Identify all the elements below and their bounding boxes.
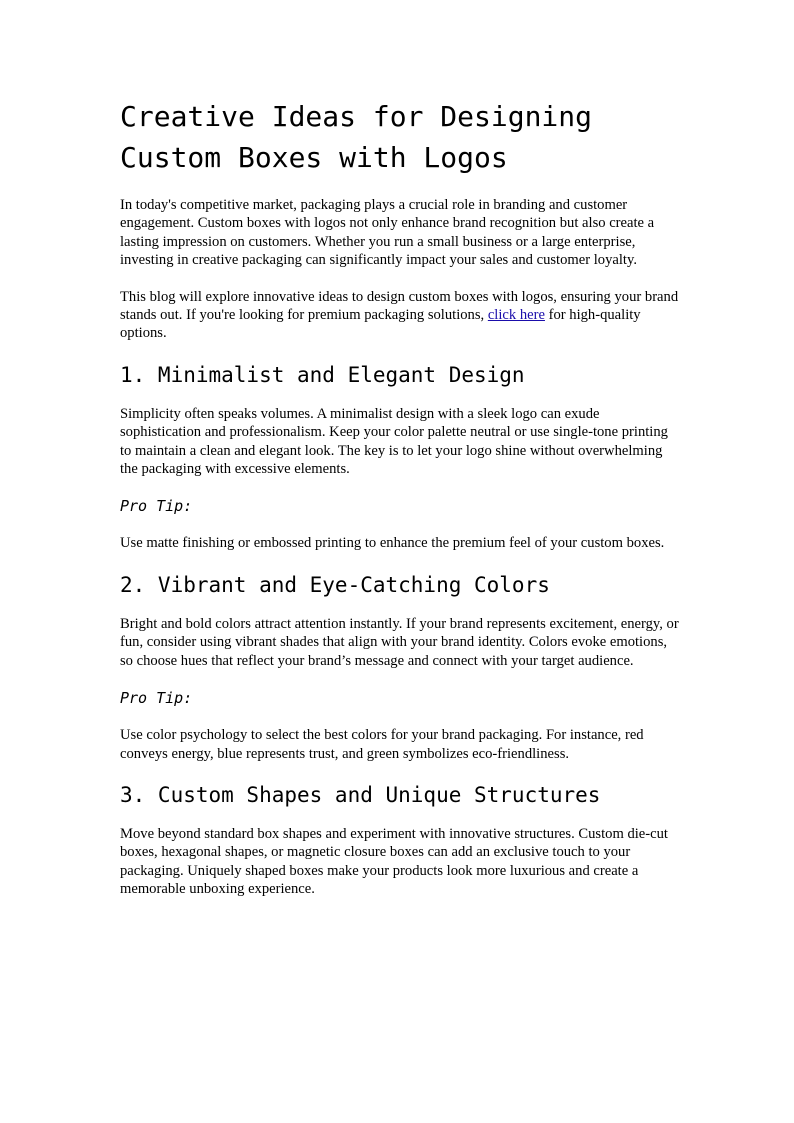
section-1-pro-tip-body: Use matte finishing or embossed printing to enhance the premium feel of your custom boxes.	[120, 535, 665, 552]
section-2-body: Bright and bold colors attract attention instantly. If your brand represents excitement, energy, or fun, consider using vibrant shades that align with your brand identity. Colors evoke emotions, so choose hues that reflect your brand’s message and connect with your target audience.	[120, 615, 679, 669]
section-2-pro-tip-body: Use color psychology to select the best colors for your brand packaging. For instance, red conveys energy, blue represents trust, and green symbolizes eco-friendliness.	[120, 727, 644, 762]
intro-paragraph-2-text-after: for high-quality options.	[120, 307, 641, 342]
section-1-heading: 1. Minimalist and Elegant Design	[120, 362, 525, 387]
document-page	[120, 96, 680, 917]
section-3-heading: 3. Custom Shapes and Unique Structures	[120, 782, 601, 807]
section-3-body: Move beyond standard box shapes and experiment with innovative structures. Custom die-cut boxes, hexagonal shapes, or magnetic closure boxes can add an exclusive touch to your packaging. Uniquely shaped boxes make your products look more luxurious and create a memorable unboxing experience.	[120, 825, 668, 898]
page-title-line-2: Custom Boxes with Logos	[120, 141, 508, 174]
click-here-link[interactable]: click here	[487, 307, 545, 324]
page-title	[120, 96, 680, 178]
intro-paragraph-2	[120, 288, 680, 343]
section-2-heading: 2. Vibrant and Eye-Catching Colors	[120, 572, 550, 597]
intro-paragraph-1: In today's competitive market, packaging plays a crucial role in branding and customer engagement. Custom boxes with logos not only enhance brand recognition but also create a lasting impression on customers. Whether you run a small business or a large enterprise, investing in creative packaging can significantly impact your sales and customer loyalty.	[120, 197, 655, 269]
section-2-pro-tip-label: Pro Tip:	[120, 689, 193, 708]
section-1-body: Simplicity often speaks volumes. A minimalist design with a sleek logo can exude sophistication and professionalism. Keep your color palette neutral or use single-tone printing to maintain a clean and elegant look. The key is to let your logo shine without overwhelming the packaging with excessive elements.	[120, 405, 668, 478]
intro-paragraph-2-text-before: This blog will explore innovative ideas to design custom boxes with logos, ensuring your brand stands out. If you're looking for premium packaging solutions,	[120, 288, 679, 324]
section-1-pro-tip-label: Pro Tip:	[120, 497, 193, 516]
page-title-line-1: Creative Ideas for Designing	[120, 100, 593, 133]
